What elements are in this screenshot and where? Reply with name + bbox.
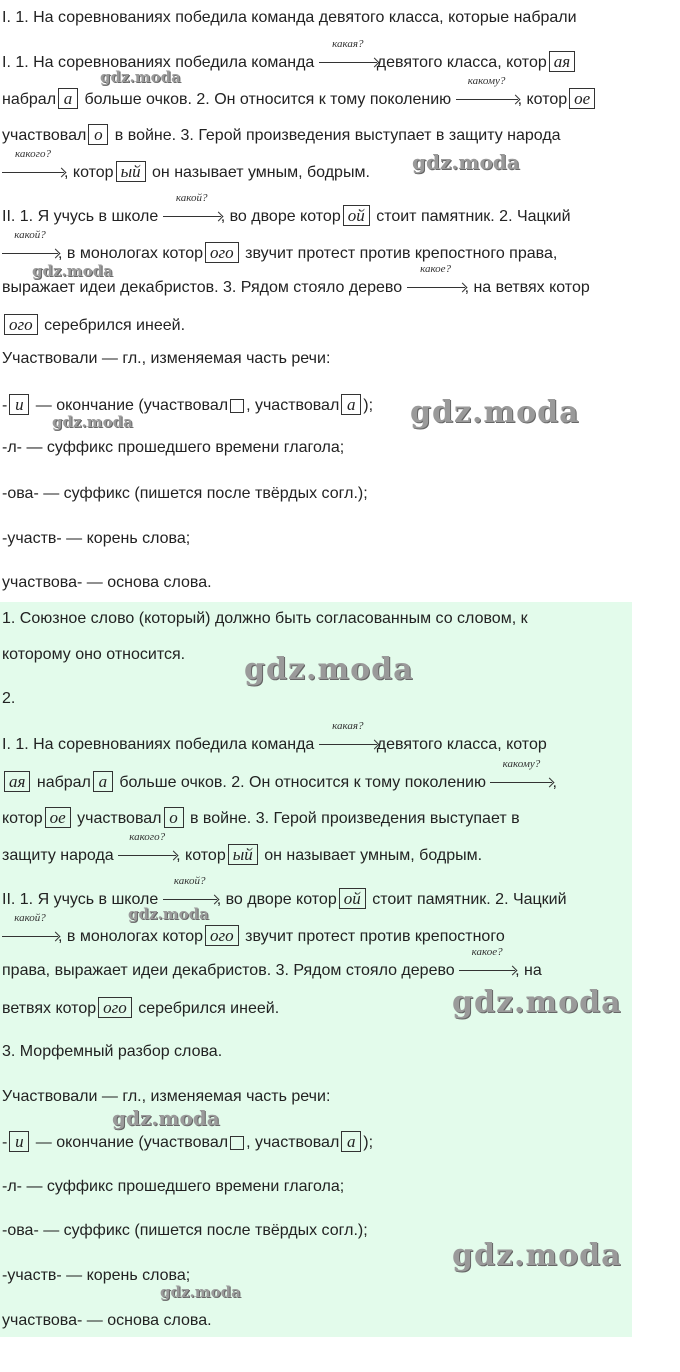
watermark-logo: gdz.moda xyxy=(32,262,113,280)
question-arrow xyxy=(319,38,377,73)
question-arrow xyxy=(407,263,465,298)
question-label: какому? xyxy=(467,75,506,87)
text-line xyxy=(2,8,577,28)
text-line xyxy=(2,946,542,981)
sentence: -ова- — суффикс (пишется после твёрдых согл.); xyxy=(2,1222,368,1239)
sentence: ); xyxy=(363,1134,374,1151)
sentence: , в монологах котор xyxy=(58,245,204,262)
question-arrow xyxy=(118,831,176,866)
ending-box: ая xyxy=(549,51,575,72)
watermark-logo: gdz.moda xyxy=(452,985,622,1020)
question-arrow xyxy=(2,229,58,264)
sentence: , на xyxy=(515,962,542,979)
question-label: какой? xyxy=(14,912,46,924)
sentence: , на ветвях котор xyxy=(464,279,590,296)
ending-box: о xyxy=(88,124,108,145)
ending-box: а xyxy=(341,1131,361,1152)
sentence: I. 1. На соревнованиях победила команда xyxy=(2,54,315,71)
question-label: какого? xyxy=(129,831,166,843)
sentence: участвова- — основа слова. xyxy=(2,1312,212,1329)
question-arrow xyxy=(319,720,377,755)
sentence: участвова- — основа слова. xyxy=(2,574,212,591)
empty-ending-box xyxy=(230,1136,244,1150)
question-label: какого? xyxy=(15,148,51,160)
ending-box: ой xyxy=(343,205,370,226)
text-line xyxy=(2,1131,373,1153)
sentence: 2. xyxy=(2,690,16,707)
question-arrow xyxy=(163,192,221,227)
text-line xyxy=(2,609,528,629)
watermark-logo: gdz.moda xyxy=(160,1283,241,1301)
text-line xyxy=(2,758,557,793)
sentence: -ова- — суффикс (пишется после твёрдых согл.); xyxy=(2,485,368,502)
sentence: набрал xyxy=(2,91,57,108)
sentence: I. 1. На соревнованиях победила команда xyxy=(2,736,315,753)
ending-box: ое xyxy=(45,807,71,828)
ending-box: и xyxy=(9,1131,29,1152)
text-line xyxy=(2,1177,344,1197)
question-arrow xyxy=(459,946,515,981)
sentence: , во дворе котор xyxy=(216,891,337,908)
sentence: , во дворе котор xyxy=(220,208,341,225)
ending-box: а xyxy=(58,88,78,109)
ending-box: и xyxy=(9,394,29,415)
empty-ending-box xyxy=(230,399,244,413)
text-line xyxy=(2,1221,368,1241)
ending-box: ого xyxy=(98,997,132,1018)
watermark-logo: gdz.moda xyxy=(128,905,209,923)
text-line xyxy=(2,573,212,593)
sentence: выражает идеи декабристов. 3. Рядом стояло дерево xyxy=(2,279,403,296)
sentence: девятого класса, котор xyxy=(376,736,547,753)
question-label: какая? xyxy=(332,38,364,50)
sentence: , участвовал xyxy=(246,397,340,414)
sentence: девятого класса, котор xyxy=(376,54,547,71)
question-label: какое? xyxy=(471,946,503,958)
question-label: какой? xyxy=(14,229,46,241)
question-label: какому? xyxy=(502,758,541,770)
sentence: II. 1. Я учусь в школе xyxy=(2,891,159,908)
text-line xyxy=(2,192,571,227)
question-label: какое? xyxy=(420,263,452,275)
sentence: больше очков. 2. Он относится к тому поколению xyxy=(119,774,486,791)
sentence: набрал xyxy=(36,774,91,791)
question-arrow xyxy=(2,912,58,947)
sentence: — окончание (участвовал xyxy=(35,1134,229,1151)
sentence: 1. Союзное слово (который) должно быть согласованным со словом, к xyxy=(2,610,528,627)
sentence: в войне. 3. Герой произведения выступает в xyxy=(189,810,520,827)
sentence: ветвях котор xyxy=(2,1000,97,1017)
question-arrow xyxy=(490,758,552,793)
watermark-logo: gdz.moda xyxy=(452,1238,622,1273)
text-line xyxy=(2,229,558,264)
text-line xyxy=(2,1087,330,1107)
sentence: -участв- — корень слова; xyxy=(2,530,191,547)
ending-box: ая xyxy=(4,771,30,792)
ending-box: ого xyxy=(4,314,38,335)
text-line xyxy=(2,438,344,458)
text-line xyxy=(2,1311,212,1331)
sentence: стоит памятник. 2. Чацкий xyxy=(372,891,567,908)
sentence: - xyxy=(2,1134,8,1151)
sentence: участвовал xyxy=(77,810,162,827)
sentence: права, выражает идеи декабристов. 3. Рядом стояло дерево xyxy=(2,962,455,979)
watermark-logo: gdz.moda xyxy=(244,652,414,687)
question-arrow xyxy=(2,148,64,183)
sentence: в войне. 3. Герой произведения выступает в защиту народа xyxy=(114,127,561,144)
text-line xyxy=(2,720,547,755)
ending-box: а xyxy=(341,394,361,415)
sentence: Участвовали — гл., изменяемая часть речи: xyxy=(2,1088,331,1105)
ending-box: ый xyxy=(228,844,258,865)
ending-box: о xyxy=(164,807,184,828)
sentence: участвовал xyxy=(2,127,87,144)
ending-box: а xyxy=(93,771,113,792)
ending-box: ой xyxy=(339,888,366,909)
watermark-logo: gdz.moda xyxy=(410,395,580,430)
sentence: которому оно относится. xyxy=(2,646,186,663)
sentence: -л- — суффикс прошедшего времени глагола; xyxy=(2,1178,345,1195)
sentence: , котор xyxy=(64,164,114,181)
question-arrow xyxy=(456,75,518,110)
text-line xyxy=(2,529,190,549)
sentence: защиту народа xyxy=(2,847,114,864)
question-label: какой? xyxy=(175,192,208,204)
sentence: звучит протест против крепостного права, xyxy=(245,245,558,262)
text-line xyxy=(2,314,185,336)
sentence: серебрился инеей. xyxy=(44,317,186,334)
sentence: — окончание (участвовал xyxy=(35,397,229,414)
watermark-logo: gdz.moda xyxy=(412,150,520,174)
text-line xyxy=(2,689,15,709)
watermark-logo: gdz.moda xyxy=(112,1106,220,1130)
sentence: -л- — суффикс прошедшего времени глагола; xyxy=(2,439,345,456)
text-line xyxy=(2,124,561,146)
sentence: , котор xyxy=(176,847,226,864)
sentence: I. 1. На соревнованиях победила команда девятого класса, которые набрали xyxy=(2,9,577,26)
text-line xyxy=(2,645,185,665)
text-line xyxy=(2,484,368,504)
sentence: , xyxy=(552,774,557,791)
ending-box: ого xyxy=(205,925,239,946)
sentence: котор xyxy=(2,810,43,827)
sentence: ); xyxy=(363,397,374,414)
sentence: , в монологах котор xyxy=(58,928,204,945)
question-label: какая? xyxy=(332,720,364,732)
sentence: - xyxy=(2,397,8,414)
ending-box: ое xyxy=(569,88,595,109)
sentence: -участв- — корень слова; xyxy=(2,1267,191,1284)
watermark-logo: gdz.moda xyxy=(100,68,181,86)
text-line xyxy=(2,148,370,183)
text-line xyxy=(2,875,567,910)
sentence: II. 1. Я учусь в школе xyxy=(2,208,159,225)
question-label: какой? xyxy=(173,875,206,887)
sentence: , котор xyxy=(517,91,568,108)
sentence: Участвовали — гл., изменяемая часть речи: xyxy=(2,350,331,367)
text-line xyxy=(2,807,520,829)
text-line xyxy=(2,831,483,866)
text-line xyxy=(2,1042,222,1062)
sentence: он называет умным, бодрым. xyxy=(264,847,483,864)
sentence: звучит протест против крепостного xyxy=(245,928,505,945)
sentence: серебрился инеей. xyxy=(138,1000,280,1017)
watermark-logo: gdz.moda xyxy=(52,413,133,431)
ending-box: ый xyxy=(116,161,146,182)
text-line xyxy=(2,38,577,73)
sentence: больше очков. 2. Он относится к тому поколению xyxy=(84,91,452,108)
sentence: стоит памятник. 2. Чацкий xyxy=(376,208,571,225)
ending-box: ого xyxy=(205,242,239,263)
sentence: он называет умным, бодрым. xyxy=(152,164,370,181)
sentence: , участвовал xyxy=(246,1134,340,1151)
text-line xyxy=(2,997,279,1019)
text-line xyxy=(2,349,330,369)
sentence: 3. Морфемный разбор слова. xyxy=(2,1043,223,1060)
